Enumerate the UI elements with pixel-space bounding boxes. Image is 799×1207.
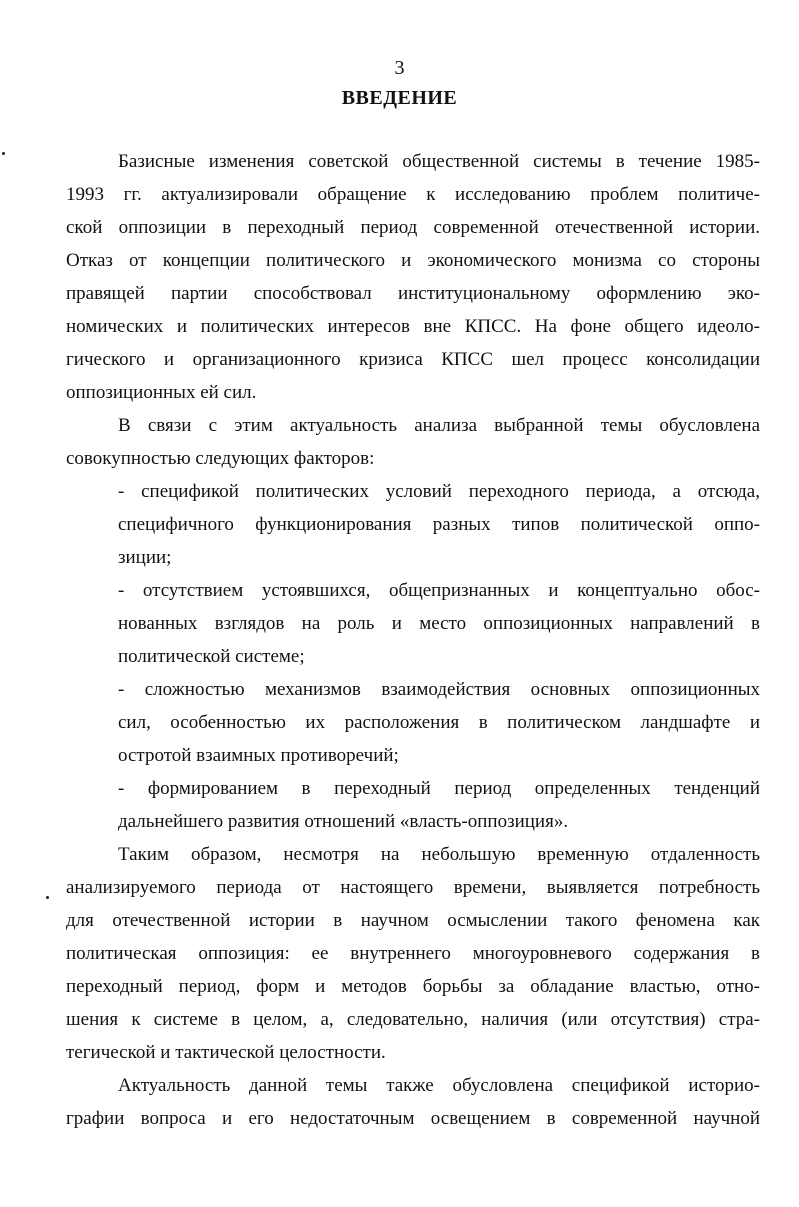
list-item-line: зиции; — [118, 547, 172, 568]
list-item-line: сил, особенностью их расположения в политическом ландшафте и — [118, 712, 760, 733]
list-item-line: специфичного функционирования разных типов политической оппо- — [118, 514, 760, 535]
list-item-line: политической системе; — [118, 646, 305, 667]
text-line: анализируемого периода от настоящего времени, выявляется потребность — [66, 877, 760, 898]
list-item-line: - сложностью механизмов взаимодействия основных оппозиционных — [118, 679, 760, 700]
text-line: тегической и тактической целостности. — [66, 1042, 386, 1063]
text-line: политическая оппозиция: ее внутреннего многоуровневого содержания в — [66, 943, 760, 964]
list-item-line: дальнейшего развития отношений «власть-оппозиция». — [118, 811, 569, 832]
text-line: ской оппозиции в переходный период современной отечественной истории. — [66, 217, 760, 238]
text-line: переходный период, форм и методов борьбы за обладание властью, отно- — [66, 976, 760, 997]
text-line: Базисные изменения советской общественной системы в течение 1985- — [118, 151, 760, 172]
text-line: оппозиционных ей сил. — [66, 382, 257, 403]
text-line: номических и политических интересов вне КПСС. На фоне общего идеоло- — [66, 316, 760, 337]
scan-speck — [2, 152, 5, 155]
section-heading: ВВЕДЕНИЕ — [341, 87, 458, 109]
text-line: правящей партии способствовал институциональному оформлению эко- — [66, 283, 760, 304]
list-item-line: - формированием в переходный период определенных тенденций — [118, 778, 760, 799]
list-item-line: - отсутствием устоявшихся, общепризнанных и концептуально обос- — [118, 580, 760, 601]
text-line: гического и организационного кризиса КПСС шел процесс консолидации — [66, 349, 760, 370]
text-line: В связи с этим актуальность анализа выбранной темы обусловлена — [118, 415, 760, 436]
page-number: 3 — [394, 57, 405, 79]
list-item-line: нованных взглядов на роль и место оппозиционных направлений в — [118, 613, 760, 634]
list-item-line: - спецификой политических условий переходного периода, а отсюда, — [118, 481, 760, 502]
text-line: Таким образом, несмотря на небольшую временную отдаленность — [118, 844, 760, 865]
text-line: шения к системе в целом, а, следовательно, наличия (или отсутствия) стра- — [66, 1009, 760, 1030]
text-line: совокупностью следующих факторов: — [66, 448, 375, 469]
list-item-line: остротой взаимных противоречий; — [118, 745, 399, 766]
text-line: 1993 гг. актуализировали обращение к исследованию проблем политиче- — [66, 184, 760, 205]
text-line: графии вопроса и его недостаточным освещением в современной научной — [66, 1108, 760, 1129]
text-line: Отказ от концепции политического и экономического монизма со стороны — [66, 250, 760, 271]
text-line: Актуальность данной темы также обусловлена спецификой историо- — [118, 1075, 760, 1096]
text-line: для отечественной истории в научном осмыслении такого феномена как — [66, 910, 760, 931]
scan-speck — [46, 896, 49, 899]
